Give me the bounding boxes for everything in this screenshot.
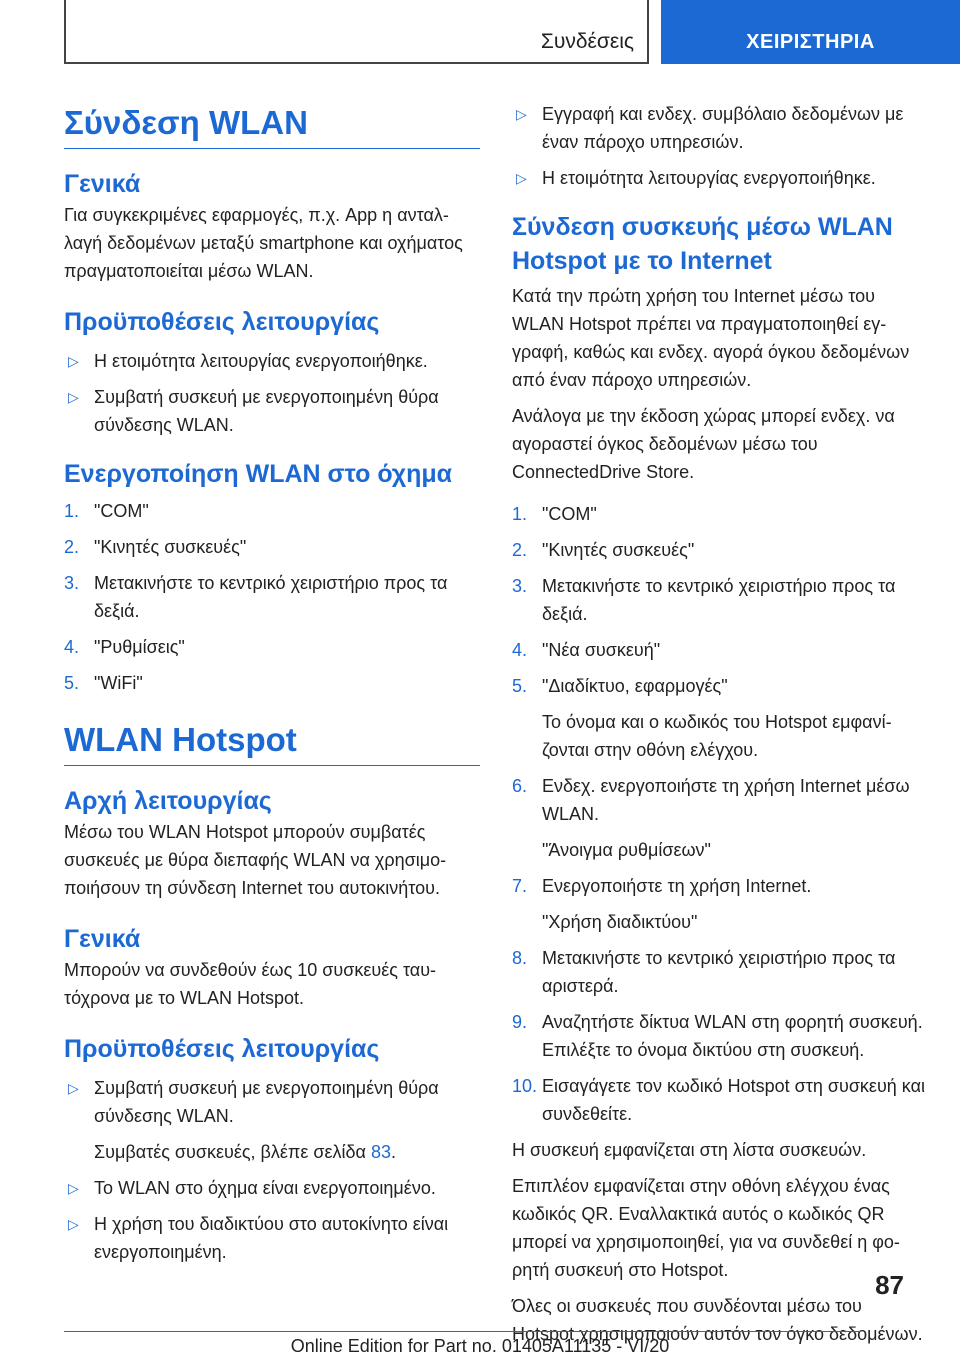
bullet-item: ▷ Συμβατή συσκευή με ενεργοποιημένη θύρα σύνδεσης WLAN. <box>64 1074 480 1130</box>
step-subtext: Το όνομα και ο κωδικός του Hotspot εμφανίζονται στην οθόνη ελέγχου. <box>542 712 892 760</box>
paragraph-general: Μπορούν να συνδεθούν έως 10 συσκευές ταυτόχρονα με το WLAN Hotspot. <box>64 960 437 1008</box>
triangle-right-icon: ▷ <box>68 353 79 369</box>
bullet-item: ▷ Συμβατή συσκευή με ενεργοποιημένη θύρα σύνδεσης WLAN. <box>64 383 480 439</box>
triangle-right-icon: ▷ <box>68 1216 79 1232</box>
step-subtext: "Χρήση διαδικτύου" <box>542 912 698 932</box>
step-item: 10. Εισαγάγετε τον κωδικό Hotspot στη συσκευή και συνδεθείτε. <box>512 1076 925 1124</box>
triangle-right-icon: ▷ <box>68 1180 79 1196</box>
paragraph: Κατά την πρώτη χρήση του Internet μέσω του WLAN Hotspot πρέπει να πραγματοποιηθεί εγγραφή, καθώς και ενδεχ. αγορά όγκου δεδομένων από έναν πάροχο υπηρεσιών. <box>512 286 910 390</box>
footer-edition: Online Edition for Part no. 01405A11135 - VI/20 <box>290 1336 670 1356</box>
bullet-item: ▷ Εγγραφή και ενδεχ. συμβόλαιο δεδομένων με έναν πάροχο υπηρεσιών. <box>512 100 928 156</box>
page-number: 87 <box>875 1270 904 1300</box>
triangle-right-icon: ▷ <box>68 389 79 405</box>
step-item: 5. "Διαδίκτυο, εφαρμογές" <box>512 676 728 696</box>
heading-rule <box>64 765 480 766</box>
step-item: 4. "Ρυθμίσεις" <box>64 637 185 657</box>
footer-rule <box>64 1331 861 1332</box>
paragraph: Επιπλέον εμφανίζεται στην οθόνη ελέγχου ένας κωδικός QR. Εναλλακτικά αυτός ο κωδικός QR μπορεί να χρησιμοποιηθεί, για να συνδεθεί η φορητή συσκευή στο Hotspot. <box>512 1176 900 1280</box>
step-item: 2. "Κινητές συσκευές" <box>512 540 695 560</box>
heading-prerequisites: Προϋποθέσεις λειτουργίας <box>64 1035 380 1063</box>
paragraph: Όλες οι συσκευές που συνδέονται μέσω του Hotspot χρησιμοποιούν αυτόν τον όγκο δεδομένων. <box>512 1296 923 1344</box>
step-item: 2. "Κινητές συσκευές" <box>64 537 247 557</box>
bullet-subtext: Συμβατές συσκευές, βλέπε σελίδα 83. <box>94 1142 396 1162</box>
step-item: 8. Μετακινήστε το κεντρικό χειριστήριο προς τα αριστερά. <box>512 948 896 996</box>
heading-general: Γενικά <box>64 170 141 198</box>
step-item: 3. Μετακινήστε το κεντρικό χειριστήριο προς τα δεξιά. <box>64 573 448 621</box>
step-item: 9. Αναζητήστε δίκτυα WLAN στη φορητή συσκευή. Επιλέξτε το όνομα δικτύου στη συσκευή. <box>512 1012 923 1060</box>
step-item: 1. "COM" <box>512 504 597 524</box>
paragraph-general: Για συγκεκριμένες εφαρμογές, π.χ. App η ανταλλαγή δεδομένων μεταξύ smartphone και οχήματος πραγματοποιείται μέσω WLAN. <box>64 205 463 281</box>
left-column <box>64 100 480 1274</box>
step-item: 1. "COM" <box>64 501 149 521</box>
triangle-right-icon: ▷ <box>68 1080 79 1096</box>
heading-general: Γενικά <box>64 925 141 953</box>
bullet-item: ▷ Η χρήση του διαδικτύου στο αυτοκίνητο είναι ενεργοποιημένη. <box>64 1210 480 1266</box>
heading-connect-device: Σύνδεση συσκευής μέσω WLAN Hotspot με το Internet <box>512 213 893 275</box>
triangle-right-icon: ▷ <box>516 106 527 122</box>
triangle-right-icon: ▷ <box>516 170 527 186</box>
step-item: 7. Ενεργοποιήστε τη χρήση Internet. <box>512 876 812 896</box>
right-column <box>512 100 928 1356</box>
step-item: 3. Μετακινήστε το κεντρικό χειριστήριο προς τα δεξιά. <box>512 576 896 624</box>
heading-principle: Αρχή λειτουργίας <box>64 787 272 815</box>
heading-rule <box>64 148 480 149</box>
bullet-item: ▷ Η ετοιμότητα λειτουργίας ενεργοποιήθηκε. <box>64 347 480 375</box>
step-item: 6. Ενδεχ. ενεργοποιήστε τη χρήση Internet μέσω WLAN. <box>512 776 910 824</box>
paragraph-principle: Μέσω του WLAN Hotspot μπορούν συμβατές συσκευές με θύρα διεπαφής WLAN να χρησιμοποιήσουν τη σύνδεση Internet του αυτοκινήτου. <box>64 822 447 898</box>
page-link[interactable]: 83 <box>370 1142 391 1162</box>
steps-list <box>64 497 480 697</box>
heading-prerequisites: Προϋποθέσεις λειτουργίας <box>64 308 380 336</box>
step-item: 5. "WiFi" <box>64 673 143 693</box>
heading-wlan-connection: Σύνδεση WLAN <box>64 104 308 141</box>
paragraph: Ανάλογα με την έκδοση χώρας μπορεί ενδεχ. να αγοραστεί όγκος δεδομένων μέσω του ConnectedDrive Store. <box>512 406 895 482</box>
header-manual-tab[interactable]: ΧΕΙΡΙΣΤΗΡΙΑ <box>661 0 960 64</box>
heading-wlan-hotspot: WLAN Hotspot <box>64 721 297 758</box>
bullet-item: ▷ Το WLAN στο όχημα είναι ενεργοποιημένο. <box>64 1174 480 1202</box>
paragraph: Η συσκευή εμφανίζεται στη λίστα συσκευών. <box>512 1140 867 1160</box>
heading-activate-wlan: Ενεργοποίηση WLAN στο όχημα <box>64 460 453 488</box>
bullet-item: ▷ Η ετοιμότητα λειτουργίας ενεργοποιήθηκε. <box>512 164 928 192</box>
step-subtext: "Άνοιγμα ρυθμίσεων" <box>542 840 711 860</box>
step-item: 4. "Νέα συσκευή" <box>512 640 661 660</box>
header-section-title: Συνδέσεις <box>540 30 634 53</box>
